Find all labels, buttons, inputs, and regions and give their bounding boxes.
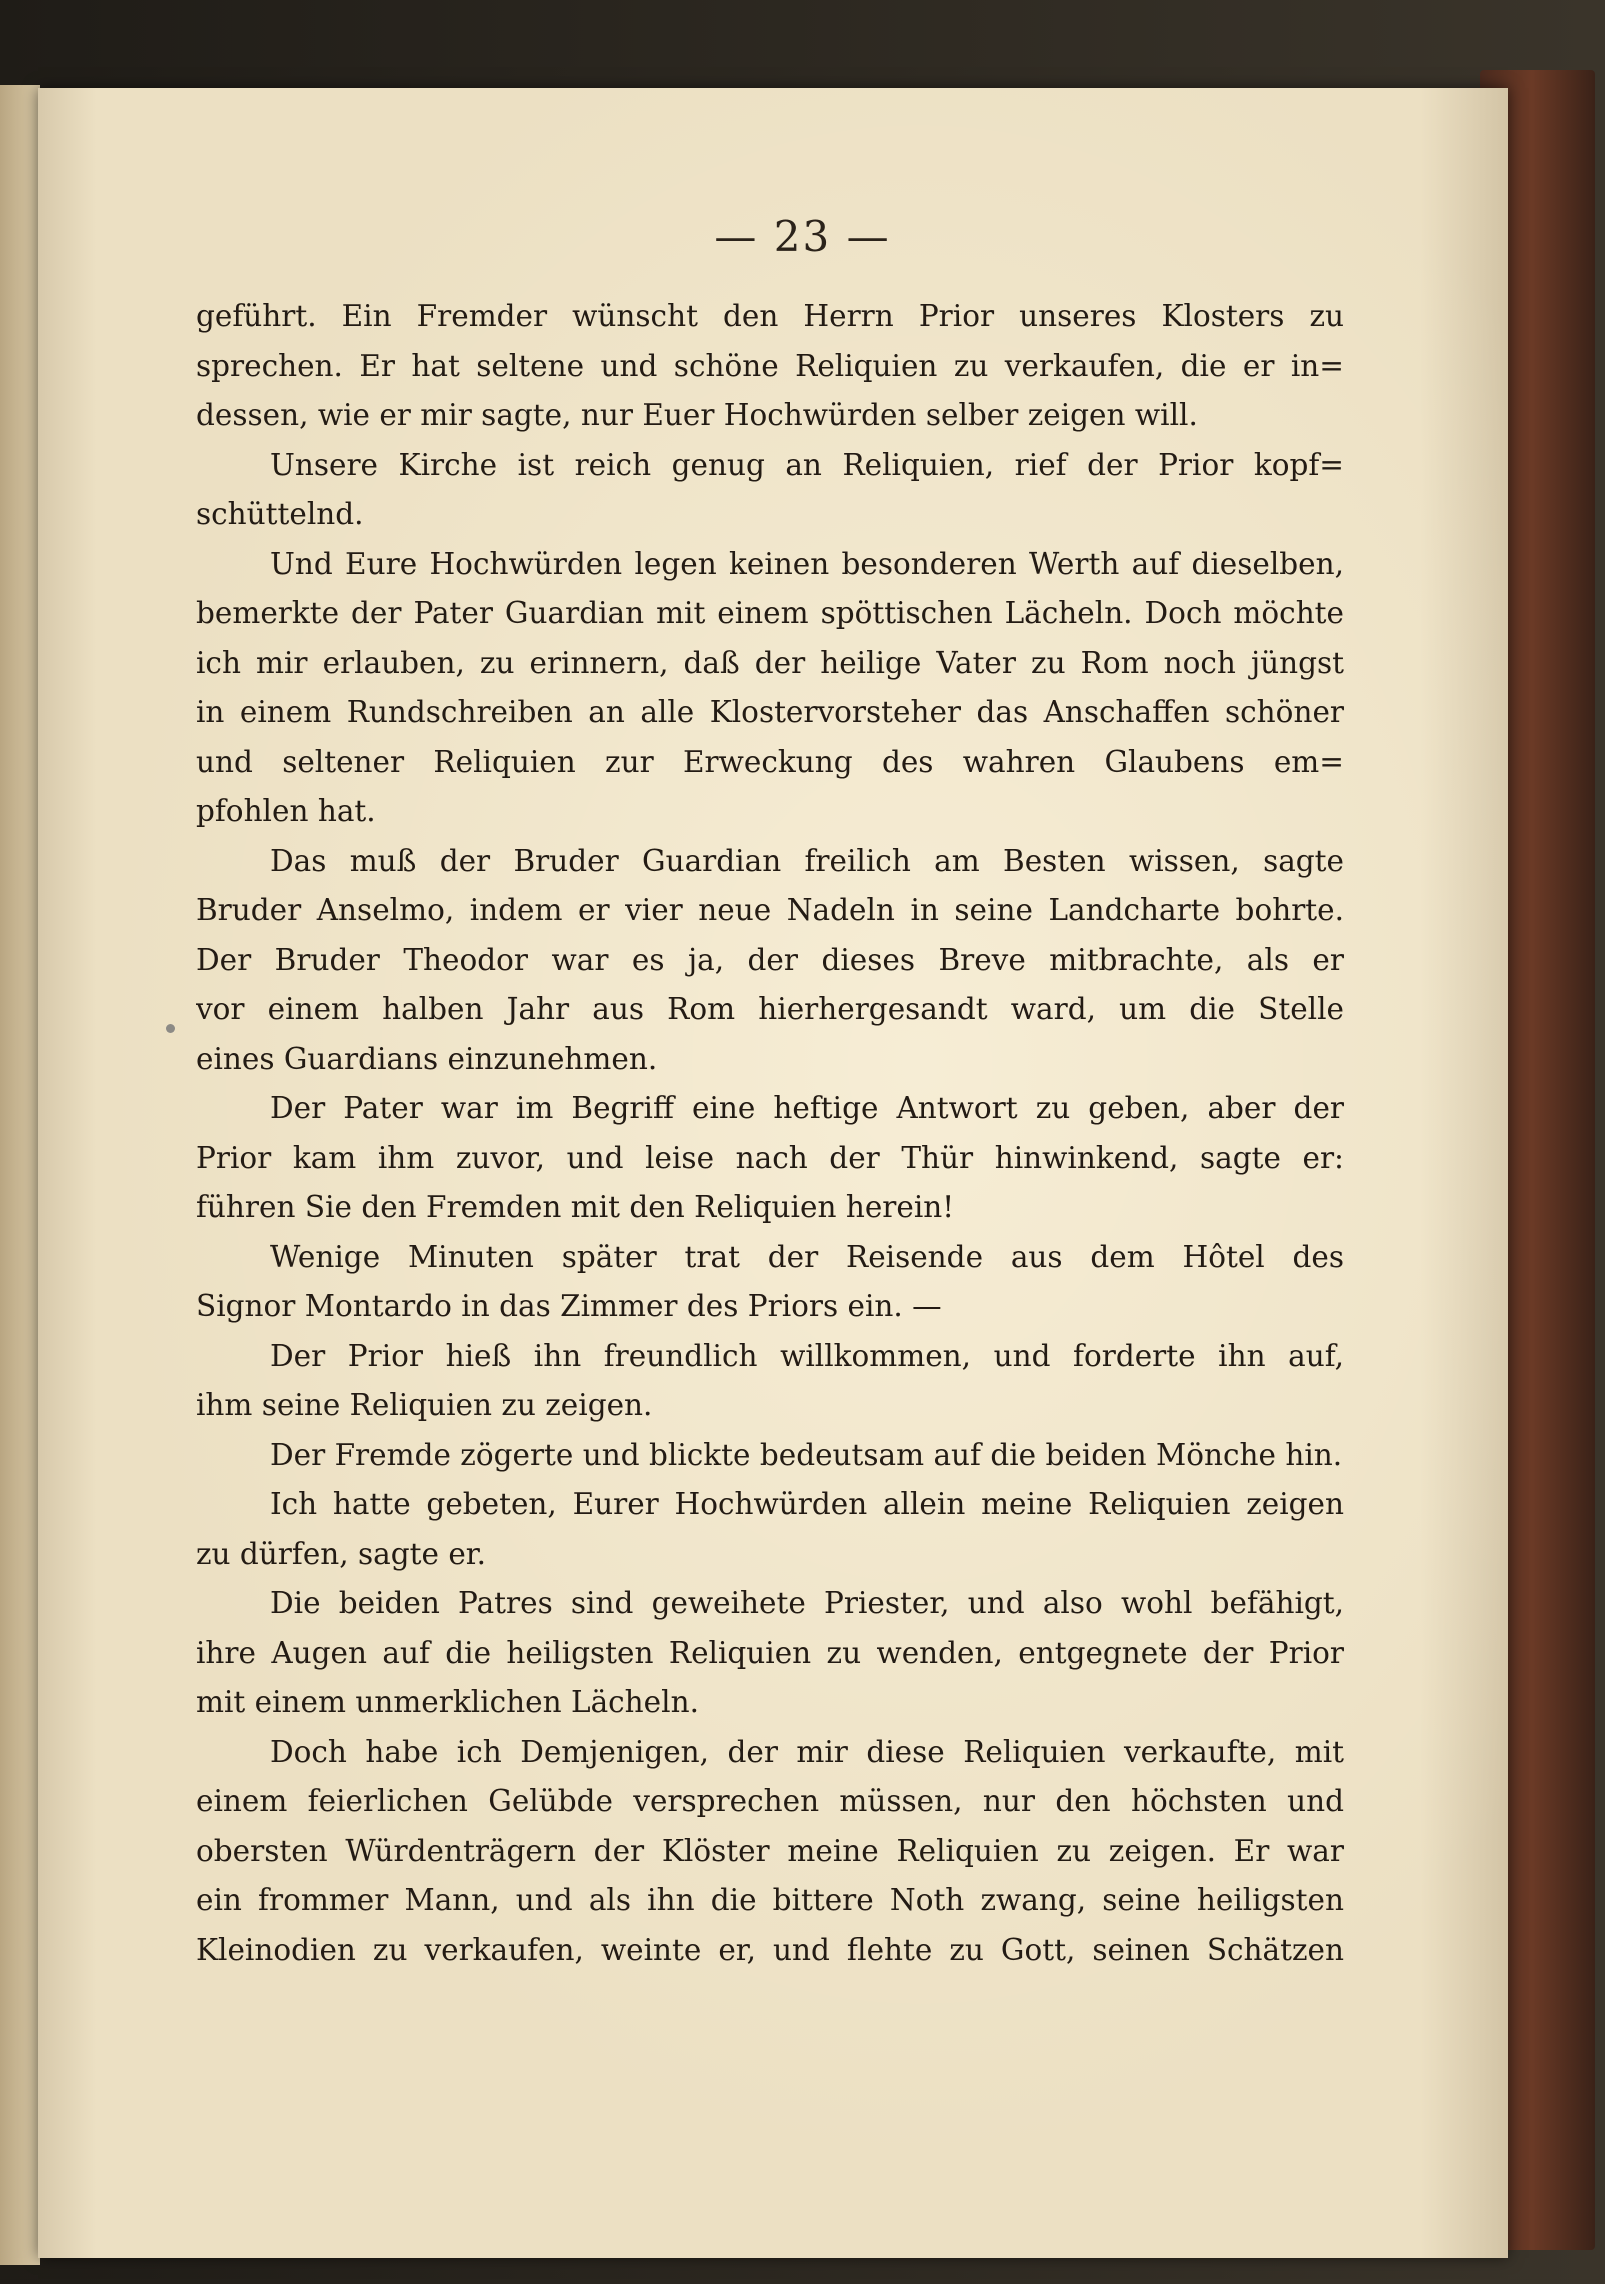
left-page-edge xyxy=(0,85,40,2265)
page-number: — 23 — xyxy=(714,212,891,261)
text-line: Kleinodien zu verkaufen, weinte er, und flehte zu Gott, seinen Schätzen xyxy=(196,1932,1344,1967)
text-line: einem feierlichen Gelübde versprechen müssen, nur den höchsten und xyxy=(196,1784,1344,1818)
text-line: vor einem halben Jahr aus Rom hierhergesandt ward, um die Stelle xyxy=(196,992,1344,1026)
text-line: ihre Augen auf die heiligsten Reliquien zu wenden, entgegnete der Prior xyxy=(196,1635,1344,1670)
text-line: mit einem unmerklichen Lächeln. xyxy=(196,1685,699,1719)
text-line: und seltener Reliquien zur Erweckung des wahren Glaubens em= xyxy=(196,744,1344,779)
text-line: dessen, wie er mir sagte, nur Euer Hochwürden selber zeigen will. xyxy=(196,398,1198,432)
text-line: Bruder Anselmo, indem er vier neue Nadeln in seine Landcharte bohrte. xyxy=(196,893,1344,927)
text-line: Der Bruder Theodor war es ja, der dieses Breve mitbrachte, als er xyxy=(196,942,1344,977)
text-line: Signor Montardo in das Zimmer des Priors ein. — xyxy=(196,1289,942,1323)
text-line: Der Pater war im Begriff eine heftige Antwort zu geben, aber der xyxy=(270,1091,1344,1125)
text-line: ihm seine Reliquien zu zeigen. xyxy=(196,1388,653,1422)
text-line: Das muß der Bruder Guardian freilich am Besten wissen, sagte xyxy=(270,843,1344,878)
text-line: Und Eure Hochwürden legen keinen besonderen Werth auf dieselben, xyxy=(270,546,1344,581)
text-line: in einem Rundschreiben an alle Klostervorsteher das Anschaffen schöner xyxy=(196,695,1344,729)
text-line: pfohlen hat. xyxy=(196,794,376,828)
text-line: Der Fremde zögerte und blickte bedeutsam auf die beiden Mönche hin. xyxy=(270,1437,1343,1472)
text-line: Doch habe ich Demjenigen, der mir diese Reliquien verkaufte, mit xyxy=(270,1734,1344,1769)
text-line: Prior kam ihm zuvor, und leise nach der Thür hinwinkend, sagte er: xyxy=(196,1140,1344,1175)
text-line: eines Guardians einzunehmen. xyxy=(196,1041,658,1076)
text-line: obersten Würdenträgern der Klöster meine Reliquien zu zeigen. Er war xyxy=(196,1833,1344,1868)
text-line: führen Sie den Fremden mit den Reliquien herein! xyxy=(196,1190,955,1224)
text-line: Der Prior hieß ihn freundlich willkommen, und forderte ihn auf, xyxy=(270,1338,1344,1373)
text-line: schüttelnd. xyxy=(196,497,364,531)
text-line: Wenige Minuten später trat der Reisende aus dem Hôtel des xyxy=(270,1239,1344,1274)
text-line: Die beiden Patres sind geweihete Priester, und also wohl befähigt, xyxy=(270,1586,1344,1620)
paper-speck xyxy=(166,1024,175,1033)
body-text xyxy=(196,292,1344,1975)
text-line: ein frommer Mann, und als ihn die bittere Noth zwang, seine heiligsten xyxy=(196,1883,1344,1917)
text-line: Unsere Kirche ist reich genug an Reliquien, rief der Prior kopf= xyxy=(270,447,1344,482)
text-line: sprechen. Er hat seltene und schöne Reliquien zu verkaufen, die er in= xyxy=(196,348,1344,383)
text-line: Ich hatte gebeten, Eurer Hochwürden allein meine Reliquien zeigen xyxy=(270,1487,1344,1521)
text-line: zu dürfen, sagte er. xyxy=(196,1536,487,1571)
text-line: bemerkte der Pater Guardian mit einem spöttischen Lächeln. Doch möchte xyxy=(196,596,1344,630)
text-line: geführt. Ein Fremder wünscht den Herrn Prior unseres Klosters zu xyxy=(196,299,1344,333)
text-line: ich mir erlauben, zu erinnern, daß der heilige Vater zu Rom noch jüngst xyxy=(196,645,1344,680)
